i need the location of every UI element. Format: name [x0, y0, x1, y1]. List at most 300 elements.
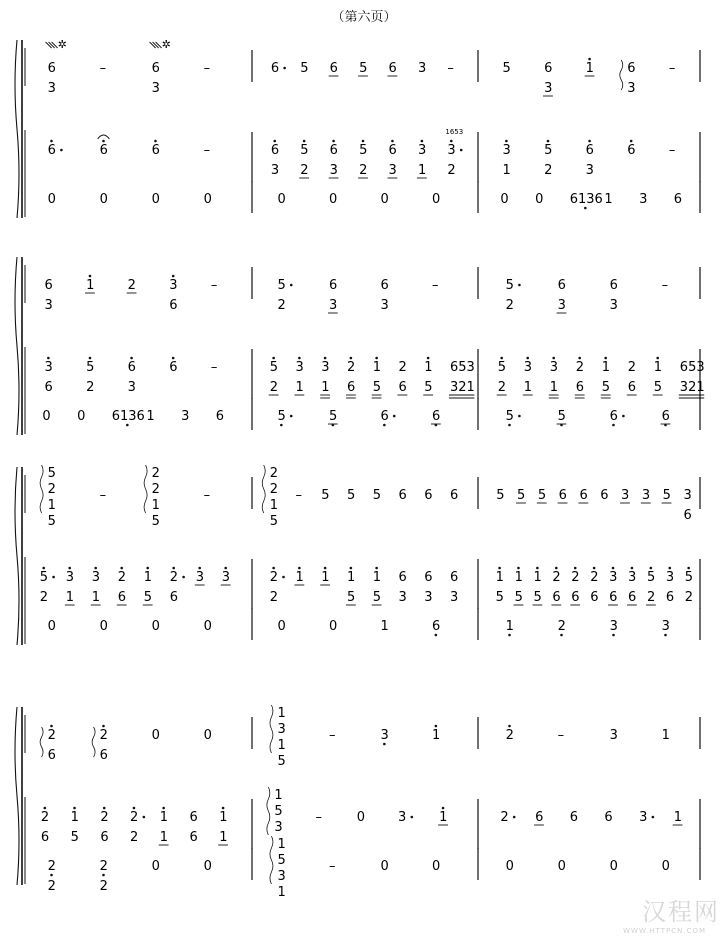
chord-digit: 1 — [277, 837, 286, 852]
note — [424, 570, 432, 605]
note — [570, 567, 580, 605]
octave-dot-high — [68, 567, 71, 570]
note — [380, 728, 388, 745]
note-digit-lower: 2 — [684, 590, 694, 605]
note-digit-lower: 6 — [571, 590, 580, 605]
note-digit-lower: 5 — [346, 590, 356, 605]
note-digit: 2 — [346, 360, 356, 375]
note — [418, 61, 426, 76]
note — [506, 409, 521, 426]
chord-digit: 1 — [277, 885, 286, 900]
note-digit: 2 — [117, 570, 127, 585]
octave-dot-high — [102, 140, 105, 143]
note — [604, 192, 612, 207]
chord-digit: 5 — [269, 514, 279, 529]
note-digit-lower: 321 — [679, 380, 705, 395]
octave-dot-high — [298, 567, 301, 570]
note — [586, 140, 594, 178]
octave-dot-high — [578, 357, 581, 360]
note — [523, 357, 533, 395]
note-digit-lower: 5 — [372, 590, 382, 605]
note — [100, 807, 108, 845]
note-digit-lower: 6 — [189, 830, 198, 845]
note — [42, 409, 50, 424]
chord-digit: 1 — [277, 706, 286, 721]
note-digit: 3 — [447, 143, 456, 158]
chord-digit: 2 — [269, 482, 279, 497]
note-digit: – — [447, 61, 454, 76]
note — [380, 192, 388, 207]
note — [181, 409, 189, 424]
note — [204, 143, 211, 158]
note — [143, 567, 153, 605]
note — [204, 728, 212, 743]
note-digit: 1 — [70, 810, 79, 825]
note — [329, 728, 336, 743]
note-digit-lower: 6 — [683, 508, 692, 523]
note — [646, 567, 656, 605]
note — [40, 725, 56, 763]
score-system — [15, 465, 700, 645]
note — [516, 488, 526, 503]
note-digit-lower: 6 — [44, 380, 53, 395]
note — [506, 278, 521, 313]
note-digit: 3 — [397, 810, 407, 825]
note — [662, 488, 672, 503]
grace-notes: 1653 — [445, 128, 464, 136]
octave-dot-high — [103, 807, 106, 810]
note-digit-lower: 6 — [40, 830, 50, 845]
note-digit: 2 — [127, 278, 136, 293]
note-digit: 1 — [424, 360, 433, 375]
note — [662, 619, 670, 636]
note-digit: – — [668, 143, 676, 158]
note-digit: 6 — [127, 360, 136, 375]
note-digit: 6 — [388, 61, 397, 76]
system-brace — [15, 40, 19, 218]
note-digit: 2 — [575, 360, 585, 375]
octave-dot-high — [146, 567, 149, 570]
note — [46, 38, 67, 96]
octave-dot-high — [89, 357, 92, 360]
note — [558, 488, 568, 503]
note-digit-lower: 5 — [495, 590, 504, 605]
octave-dot-high — [650, 567, 653, 570]
octave-dot-high — [324, 567, 327, 570]
chord-digit: 3 — [274, 820, 283, 835]
octave-dot-high — [631, 567, 634, 570]
octave-dot-low — [612, 634, 615, 637]
octave-dot-high — [526, 357, 529, 360]
note-digit-lower: 5 — [601, 380, 611, 395]
note-digit: 3 — [628, 570, 637, 585]
note-digit: 6 — [189, 810, 198, 825]
note — [329, 859, 336, 874]
note-digit: – — [210, 360, 218, 375]
note — [77, 409, 85, 424]
chord-digit: 3 — [277, 722, 286, 737]
octave-dot-high — [133, 807, 136, 810]
note-digit: 0 — [99, 619, 108, 634]
tremolo-mark — [153, 42, 159, 48]
note — [299, 140, 309, 178]
note — [169, 357, 177, 375]
chord-digit: 1 — [274, 788, 283, 803]
note-digit: 0 — [609, 859, 618, 874]
note-digit: 1 — [372, 360, 382, 375]
note — [557, 409, 567, 426]
note-digit: – — [328, 859, 336, 874]
note — [127, 278, 137, 293]
note-digit: 0 — [328, 619, 338, 634]
octave-dot-low — [383, 743, 386, 746]
note — [558, 728, 565, 743]
octave-dot-high — [555, 567, 558, 570]
note-digit: 2 — [99, 728, 108, 743]
note-digit-lower: 2 — [646, 590, 656, 605]
note — [532, 567, 542, 605]
note — [85, 275, 95, 293]
note — [277, 278, 292, 313]
note — [438, 807, 448, 825]
note-digit: 1 — [321, 570, 330, 585]
octave-dot-low — [508, 634, 511, 637]
octave-dot-low — [560, 634, 563, 637]
note — [506, 619, 514, 636]
note — [662, 728, 670, 743]
note — [449, 360, 475, 398]
note-digit: 6136 — [111, 409, 145, 424]
note-digit: 6 — [569, 810, 579, 825]
note-digit-lower: 3 — [328, 298, 338, 313]
note — [320, 567, 330, 585]
note — [557, 278, 567, 313]
chord-digit: 1 — [47, 498, 56, 513]
octave-dot-low — [50, 874, 53, 877]
note-digit: 2 — [40, 810, 50, 825]
note — [537, 488, 547, 503]
note-digit: 5 — [496, 488, 505, 503]
note-digit-lower: 2 — [86, 380, 95, 395]
octave-dot-low — [102, 874, 105, 877]
note — [639, 810, 654, 825]
note-digit-lower: 6 — [346, 380, 356, 395]
note-digit: 3 — [502, 143, 511, 158]
note-digit-lower: 6 — [99, 748, 108, 763]
octave-dot-high — [350, 567, 353, 570]
note-digit: – — [668, 61, 676, 76]
note-digit: 2 — [552, 570, 561, 585]
octave-dot-high — [547, 140, 550, 143]
note — [423, 357, 433, 395]
note — [610, 278, 618, 313]
note-digit: 5 — [372, 488, 382, 503]
note-digit: 0 — [557, 859, 566, 874]
note — [558, 859, 566, 874]
note-digit-lower: 6 — [169, 298, 178, 313]
note-digit: 6 — [431, 619, 441, 634]
chord-digit: 1 — [151, 498, 160, 513]
octave-dot-high — [421, 140, 424, 143]
octave-dot-high — [593, 567, 596, 570]
note — [117, 567, 127, 605]
arpeggio-mark — [40, 727, 43, 757]
augmentation-dot — [652, 816, 655, 819]
note-digit: – — [661, 278, 669, 293]
note-digit-lower: 6 — [628, 590, 637, 605]
note-digit: – — [99, 488, 107, 503]
note — [620, 60, 636, 96]
note-digit: 3 — [321, 360, 330, 375]
note-digit: 3 — [221, 570, 231, 585]
note-digit: 1 — [673, 810, 683, 825]
note-digit: 1 — [601, 360, 611, 375]
note-digit-lower: 1 — [91, 590, 101, 605]
note-digit-lower: 6 — [627, 380, 637, 395]
note-digit: 6 — [600, 488, 609, 503]
note-digit: 6 — [609, 409, 618, 424]
note-digit: 0 — [328, 192, 338, 207]
note-digit: 5 — [346, 488, 356, 503]
octave-dot-low — [280, 424, 283, 427]
octave-dot-high — [612, 567, 615, 570]
octave-dot-high — [375, 357, 378, 360]
note — [610, 859, 618, 874]
note-digit: 2 — [557, 619, 566, 634]
note — [398, 488, 406, 503]
note-digit-lower: 3 — [151, 81, 160, 96]
note — [316, 810, 323, 825]
chord-digit: 1 — [277, 738, 286, 753]
note-digit: – — [431, 278, 439, 293]
note-digit: 6 — [673, 192, 683, 207]
note-digit-lower: 5 — [653, 380, 663, 395]
note-digit-lower: 6 — [100, 830, 109, 845]
note — [432, 278, 439, 293]
note-digit: 6 — [380, 278, 389, 293]
note — [627, 567, 637, 605]
note-digit: 1 — [585, 61, 594, 76]
note-digit: 3 — [91, 570, 101, 585]
note — [92, 725, 108, 763]
note-digit: 1 — [86, 278, 95, 293]
note-digit: 6 — [558, 488, 567, 503]
note — [189, 810, 197, 845]
octave-dot-high — [500, 357, 503, 360]
note — [506, 725, 514, 743]
note-digit: 0 — [151, 859, 160, 874]
note — [424, 488, 432, 503]
note-digit-lower: 2 — [99, 879, 108, 894]
augmentation-dot — [143, 816, 146, 819]
note — [152, 140, 160, 158]
slur-mark — [98, 135, 110, 139]
note — [653, 357, 663, 395]
octave-dot-high — [505, 140, 508, 143]
note — [204, 619, 212, 634]
chord-digit: 2 — [47, 482, 56, 497]
note-digit-lower: 5 — [372, 380, 382, 395]
note-digit: 3 — [621, 488, 630, 503]
ornament-icon: ✲ — [57, 38, 67, 51]
note-digit: 2 — [99, 859, 108, 874]
note — [346, 357, 356, 398]
note-digit: 5 — [86, 360, 95, 375]
note-digit: – — [315, 810, 323, 825]
note — [570, 192, 603, 209]
note-digit: 5 — [544, 143, 553, 158]
note — [41, 807, 49, 845]
note-digit-lower: 3 — [585, 163, 594, 178]
note-digit-lower: 6 — [609, 590, 618, 605]
note — [372, 357, 382, 398]
note-digit-lower: 2 — [269, 590, 279, 605]
chord-digit: 2 — [269, 466, 279, 481]
note — [506, 859, 514, 874]
augmentation-dot — [290, 284, 293, 287]
note-digit-lower: 6 — [169, 590, 179, 605]
note — [639, 192, 647, 207]
note — [271, 140, 279, 178]
note-digit: 2 — [100, 810, 109, 825]
note-digit: 3 — [523, 360, 533, 375]
note-digit-lower: 1 — [295, 380, 304, 395]
chord-digit: 1 — [269, 498, 279, 513]
note-digit: 6 — [585, 143, 594, 158]
note-digit: 3 — [195, 570, 205, 585]
note-digit-lower: 1 — [219, 830, 228, 845]
note — [627, 360, 637, 395]
note-digit: 5 — [39, 570, 49, 585]
note-digit: 0 — [151, 728, 160, 743]
note — [535, 192, 543, 207]
note — [551, 567, 561, 605]
page-title: （第六页） — [331, 10, 397, 25]
note-digit-lower: 3 — [609, 298, 618, 313]
octave-dot-high — [435, 725, 438, 728]
score-system — [15, 257, 705, 435]
note — [211, 360, 218, 375]
augmentation-dot — [283, 67, 286, 70]
note — [204, 192, 212, 207]
note-digit: 2 — [269, 570, 279, 585]
note — [100, 192, 108, 207]
note-digit: 5 — [646, 570, 656, 585]
note-digit: 6 — [169, 360, 178, 375]
note — [295, 488, 302, 503]
note — [674, 192, 682, 207]
note-digit-lower: 6 — [552, 590, 561, 605]
note-digit: 1 — [295, 570, 304, 585]
score-system — [15, 705, 700, 900]
note — [683, 488, 691, 523]
system-brace — [15, 467, 19, 645]
note — [578, 488, 588, 503]
note — [277, 192, 285, 207]
note-digit: 2 — [47, 859, 56, 874]
note — [204, 61, 211, 76]
note-digit: 5 — [359, 143, 368, 158]
note — [608, 567, 618, 605]
note-digit-lower: 2 — [544, 163, 553, 178]
note-digit: 0 — [380, 192, 389, 207]
note-digit-lower: 6 — [398, 380, 407, 395]
note — [152, 728, 160, 743]
note — [128, 357, 136, 395]
note — [170, 567, 185, 605]
note — [610, 409, 625, 426]
note — [98, 135, 110, 158]
note-digit: 3 — [639, 192, 648, 207]
note-digit: – — [328, 728, 336, 743]
octave-dot-high — [298, 357, 301, 360]
note-digit: 6 — [424, 570, 433, 585]
note-digit: 0 — [500, 192, 509, 207]
note-digit: 6 — [99, 143, 108, 158]
note — [417, 140, 427, 178]
octave-dot-high — [273, 140, 276, 143]
octave-dot-high — [362, 140, 365, 143]
note-digit: 2 — [571, 570, 580, 585]
note-digit-lower: 6 — [117, 590, 127, 605]
octave-dot-high — [332, 140, 335, 143]
octave-dot-high — [172, 275, 175, 278]
octave-dot-high — [120, 567, 123, 570]
arpeggio-mark — [262, 465, 265, 513]
note-digit-lower: 3 — [424, 590, 433, 605]
octave-dot-high — [102, 725, 105, 728]
note-digit: 0 — [203, 619, 212, 634]
note-digit: 6 — [627, 143, 636, 158]
note-digit-lower: 3 — [557, 298, 566, 313]
octave-dot-high — [94, 567, 97, 570]
note-digit: 6 — [424, 488, 433, 503]
note-digit: 6 — [431, 409, 441, 424]
chord-digit: 2 — [151, 482, 160, 497]
note-digit-lower: 2 — [447, 163, 456, 178]
note-digit: 6 — [557, 278, 566, 293]
augmentation-dot — [460, 149, 463, 152]
chord-digit: 3 — [277, 869, 286, 884]
note-digit: 5 — [517, 488, 526, 503]
note — [270, 705, 286, 769]
arpeggio-mark — [40, 465, 43, 513]
note — [601, 357, 611, 398]
note — [679, 360, 705, 398]
augmentation-dot — [518, 415, 521, 418]
note — [662, 278, 669, 293]
note-digit: 1 — [219, 810, 228, 825]
note-digit: – — [210, 278, 218, 293]
note — [91, 567, 101, 605]
note-digit: 2 — [398, 360, 407, 375]
note-digit: 0 — [431, 192, 441, 207]
note-digit: 5 — [321, 488, 330, 503]
note-digit: 6 — [270, 143, 280, 158]
note-digit: 3 — [665, 570, 675, 585]
note — [570, 810, 578, 825]
note-digit: 3 — [641, 488, 651, 503]
note-digit: 1 — [653, 360, 663, 375]
tremolo-mark — [46, 42, 52, 48]
note-digit: 3 — [609, 728, 618, 743]
note — [662, 859, 670, 874]
octave-dot-high — [47, 357, 50, 360]
octave-dot-high — [588, 58, 591, 61]
note — [294, 567, 304, 585]
note — [585, 58, 595, 76]
augmentation-dot — [518, 284, 521, 287]
